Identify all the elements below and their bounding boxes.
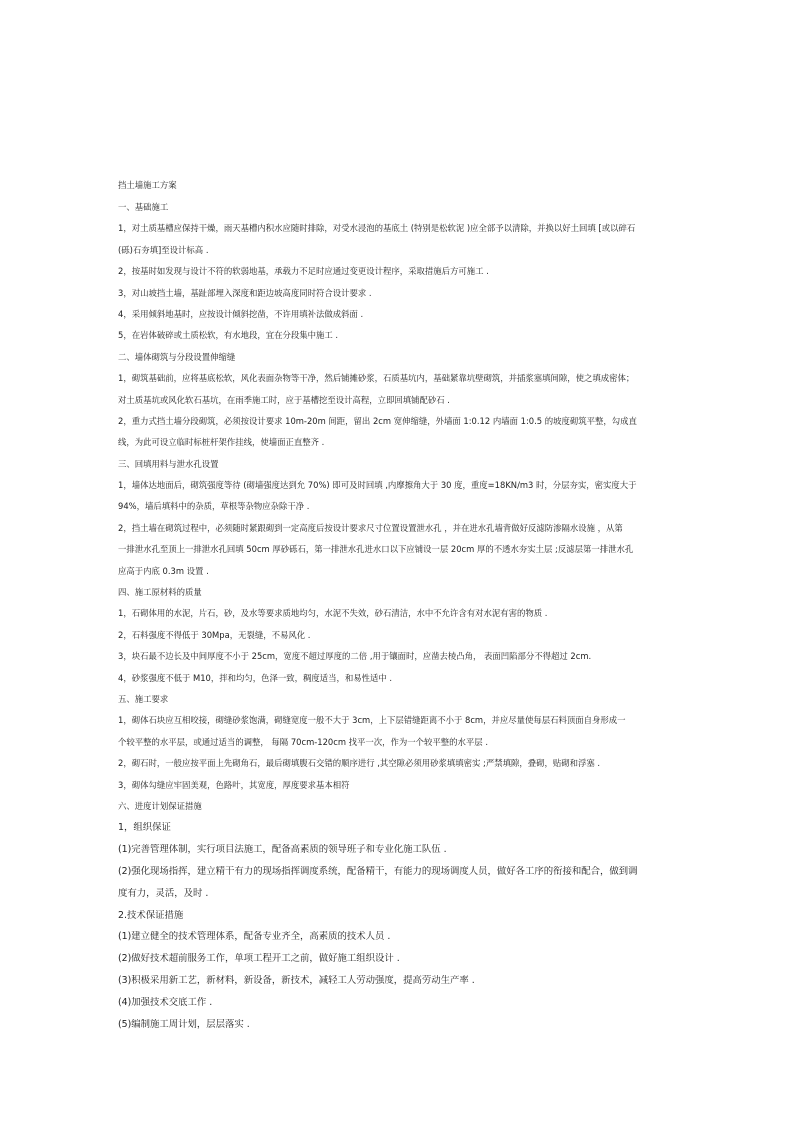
paragraph-line: 2，按基时如发现与设计不符的软弱地基，承载力不足时应通过变更设计程序，采取措施后方可施工 . <box>118 266 489 277</box>
document-title: 挡土墙施工方案 <box>118 180 177 190</box>
paragraph-line: 3，块石最不边长及中间厚度不小于 25cm，宽度不超过厚度的二倍 ,用于镶面时，应凿去棱凸角， 表面凹陷部分不得超过 2cm. <box>118 651 592 662</box>
paragraph-line: 线，为此可设立临时标桩杆架作挂线，使墙面正直整齐 . <box>118 437 325 448</box>
paragraph-line: 1，石砌体用的水泥，片石，砂，及水等要求质地均匀，水泥不失效，砂石清洁，水中不允许含有对水泥有害的物质 . <box>118 608 548 619</box>
paragraph-line: 一排泄水孔至顶上一排泄水孔回填 50cm 厚砂砾石，第一排泄水孔进水口以下应铺设一层 20cm 厚的不透水夯实土层 ;反滤层第一排泄水孔 <box>118 544 634 555</box>
section-heading: 三、回填用料与泄水孔设置 <box>118 458 219 469</box>
paragraph-line: 1，墙体达地面后，砌筑强度等待 (砌墙强度达到允 70%) 即可及时回填 ,内摩擦角大于 30 度，重度=18KN/m3 时，分层夯实，密实度大于 <box>118 480 637 491</box>
paragraph-line: (4)加强技术交底工作 . <box>118 996 213 1008</box>
paragraph-line: 对土质基坑或风化软石基坑，在雨季施工时，应于基槽挖至设计高程，立即回填铺配砂石 . <box>118 394 450 405</box>
section-heading: 一、基础施工 <box>118 202 169 212</box>
subsection-heading: 2.技术保证措施 <box>118 909 184 921</box>
paragraph-line: 5，在岩体破碎或土质松软，有水地段，宜在分段集中施工 . <box>118 330 339 341</box>
paragraph-line: 1，砌筑基础前，应将基底松软，风化表面杂物等干净，然后铺摊砂浆，石质基坑内，基础紧靠坑壁砌筑，并插浆塞填间隙，使之填成密体； <box>118 373 635 384</box>
paragraph-line: (1)建立健全的技术管理体系，配备专业齐全，高素质的技术人员 . <box>118 931 391 943</box>
paragraph-line: (3)积极采用新工艺，新材料，新设备，新技术，减轻工人劳动强度，提高劳动生产率 . <box>118 974 475 986</box>
paragraph-line: (砾)石夯填]至设计标高 . <box>118 244 209 255</box>
paragraph-line: 度有力，灵活，及时 . <box>118 887 209 899</box>
paragraph-line: 1，对土质基槽应保持干燥，雨天基槽内积水应随时排除，对受水浸泡的基底土 (特别是松软泥 )应全部予以清除，并换以好土回填 [或以碎石 <box>118 223 636 234</box>
paragraph-line: 94%，墙后填料中的杂质，草根等杂物应杂除干净 . <box>118 501 310 512</box>
paragraph-line: 个较平整的水平层，或通过适当的调整， 每隔 70cm-120cm 找平一次，作为一个较平整的水平层 . <box>118 736 488 747</box>
section-heading: 五、施工要求 <box>118 693 169 704</box>
paragraph-line: 1，砌体石块应互相咬接，砌缝砂浆饱满，砌缝宽度一般不大于 3cm，上下层错缝距离不小于 8cm，并应尽量使每层石料顶面自身形成一 <box>118 715 626 726</box>
paragraph-line: (1)完善管理体制，实行项目法施工，配备高素质的领导班子和专业化施工队伍 . <box>118 844 447 856</box>
paragraph-line: (2)做好技术超前服务工作，单项工程开工之前，做好施工组织设计 . <box>118 953 400 965</box>
paragraph-line: 2，砌石时，一般应按平面上先砌角石，最后砌填腹石交错的顺序进行 ,其空隙必须用砂浆填填密实 ;严禁填隙，叠砌，贴砌和浮塞 . <box>118 758 601 769</box>
section-heading: 二、墙体砌筑与分段设置伸缩缝 <box>118 351 236 362</box>
paragraph-line: 4，采用倾斜地基时，应按设计倾斜挖凿，不许用填补法做成斜面 . <box>118 308 364 319</box>
section-heading: 四、施工原材料的质量 <box>118 587 202 598</box>
section-heading: 六、进度计划保证措施 <box>118 800 202 811</box>
paragraph-line: 应高于内底 0.3m 设置 . <box>118 565 209 576</box>
subsection-heading: 1，组织保证 <box>118 822 171 834</box>
paragraph-line: 4，砂浆强度不低于 M10，拌和均匀，色泽一致，稠度适当，和易性适中 . <box>118 672 393 683</box>
paragraph-line: 3，对山坡挡土墙，基趾部埋入深度和距边坡高度同时符合设计要求 . <box>118 287 372 298</box>
paragraph-line: 3，砌体勾缝应牢固美观，色路叶，其宽度，厚度要求基本相符 <box>118 779 350 790</box>
paragraph-line: 2，重力式挡土墙分段砌筑，必须按设计要求 10m-20m 间距，留出 2cm 宽伸缩缝，外墙面 1:0.12 内墙面 1:0.5 的坡度砌筑平整，勾成直 <box>118 415 637 426</box>
paragraph-line: 2，石料强度不得低于 30Mpa，无裂缝，不易风化 . <box>118 629 311 640</box>
paragraph-line: 2，挡土墙在砌筑过程中，必须随时紧跟砌到一定高度后按设计要求尺寸位置设置泄水孔 ，并在进水孔墙背做好反滤防渗隔水设施 ，从第 <box>118 522 623 533</box>
paragraph-line: (5)编制施工周计划，层层落实 . <box>118 1018 250 1030</box>
paragraph-line: (2)强化现场指挥，建立精干有力的现场指挥调度系统，配备精干，有能力的现场调度人员，做好各工序的衔接和配合，做到调 <box>118 865 638 877</box>
document-body <box>118 180 678 1040</box>
